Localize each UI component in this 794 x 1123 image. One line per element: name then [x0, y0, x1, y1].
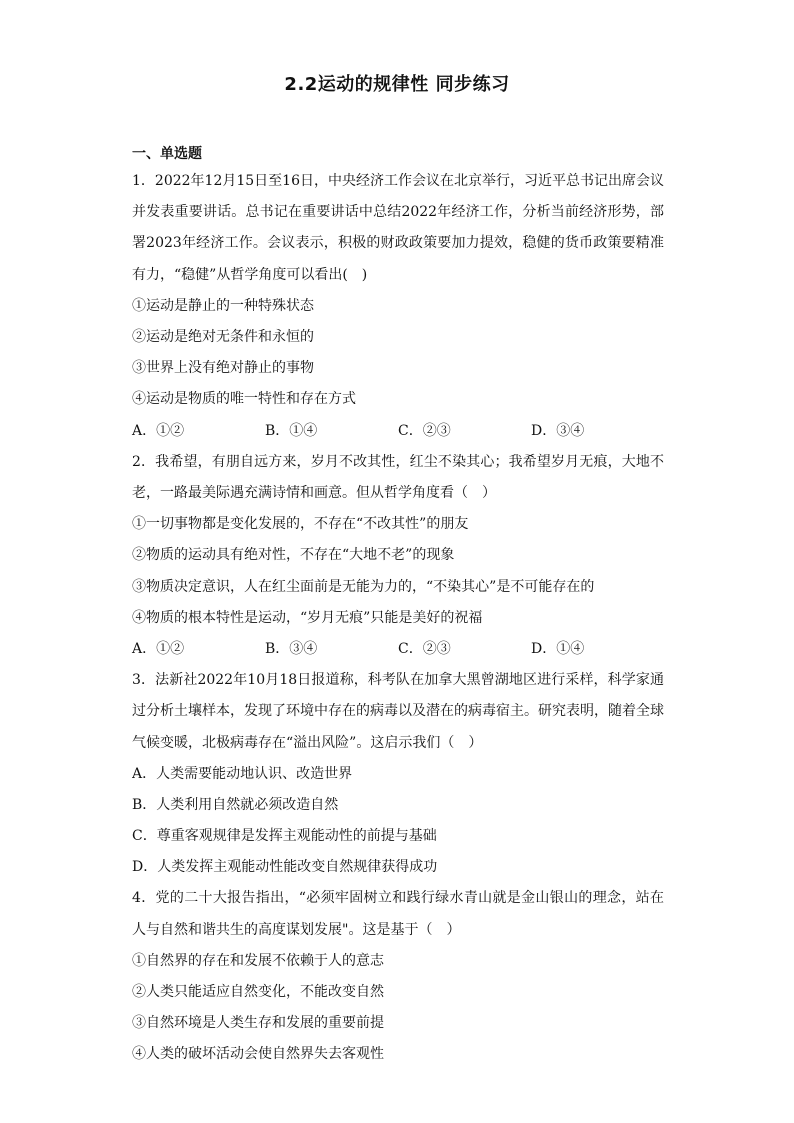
statement-item: ③自然环境是人类生存和发展的重要前提: [132, 1015, 384, 1032]
option-c: C．②③: [398, 640, 451, 657]
statement-item: ④运动是物质的唯一特性和存在方式: [132, 391, 356, 408]
choice-b: B．人类利用自然就必须改造自然: [132, 796, 339, 813]
statement-item: ③物质决定意识，人在红尘面前是无能为力的，“不染其心”是不可能存在的: [132, 578, 595, 595]
answer-options: [132, 416, 664, 447]
option-d: D．①④: [531, 640, 585, 657]
statement-item: ③世界上没有绝对静止的事物: [132, 360, 314, 377]
answer-options: [132, 634, 664, 665]
statement-item: ④人类的破坏活动会使自然界失去客观性: [132, 1046, 384, 1063]
statement-item: ②物质的运动具有绝对性，不存在“大地不老”的现象: [132, 547, 455, 564]
page-title: 2.2运动的规律性 同步练习: [284, 74, 510, 95]
choice-c: C．尊重客观规律是发挥主观能动性的前提与基础: [132, 828, 437, 845]
statement-item: ②运动是绝对无条件和永恒的: [132, 329, 314, 345]
option-b: B．③④: [265, 640, 318, 657]
question-1: [132, 166, 664, 447]
question-stem: 3．法新社2022年10月18日报道称，科考队在加拿大黑曾湖地区进行采样，科学家通过分析土壤样本，发现了环境中存在的病毒以及潜在的病毒宿主。研究表明，随着全球气候变暖，北极病毒存在“溢出风险”。这启示我们（ ）: [132, 672, 664, 751]
question-stem: 2．我希望，有朋自远方来，岁月不改其性，红尘不染其心；我希望岁月无痕，大地不老，一路最美际遇充满诗情和画意。但从哲学角度看（ ）: [132, 453, 664, 501]
statement-item: ④物质的根本特性是运动，“岁月无痕”只能是美好的祝福: [132, 609, 483, 626]
question-stem: 1．2022年12月15日至16日，中央经济工作会议在北京举行，习近平总书记出席会议并发表重要讲话。总书记在重要讲话中总结2022年经济工作，分析当前经济形势，部署2023年经济工作。会议表示，积极的财政政策要加力提效，稳健的货币政策要精准有力，“稳健”从哲学角度可以看出( ): [132, 173, 664, 283]
section-heading: 一、单选题: [132, 146, 202, 162]
option-a: A．①②: [132, 640, 185, 657]
option-b: B．①④: [265, 422, 318, 439]
option-d: D．③④: [531, 422, 585, 439]
question-stem: 4．党的二十大报告指出，“必须牢固树立和践行绿水青山就是金山银山的理念，站在人与自然和谐共生的高度谋划发展"。这是基于（ ）: [132, 890, 664, 938]
statement-item: ②人类只能适应自然变化，不能改变自然: [132, 984, 384, 1001]
statement-item: ①自然界的存在和发展不依赖于人的意志: [132, 952, 384, 969]
question-3: [132, 665, 664, 883]
question-4: [132, 883, 664, 1070]
choice-a: A．人类需要能动地认识、改造世界: [132, 765, 353, 782]
statement-item: ①运动是静止的一种特殊状态: [132, 297, 314, 314]
document-body: [132, 142, 664, 1071]
statement-item: ①一切事物都是变化发展的，不存在“不改其性”的朋友: [132, 516, 469, 533]
choice-d: D．人类发挥主观能动性能改变自然规律获得成功: [132, 859, 438, 876]
question-2: [132, 447, 664, 665]
option-a: A．①②: [132, 422, 185, 439]
option-c: C．②③: [398, 422, 451, 439]
